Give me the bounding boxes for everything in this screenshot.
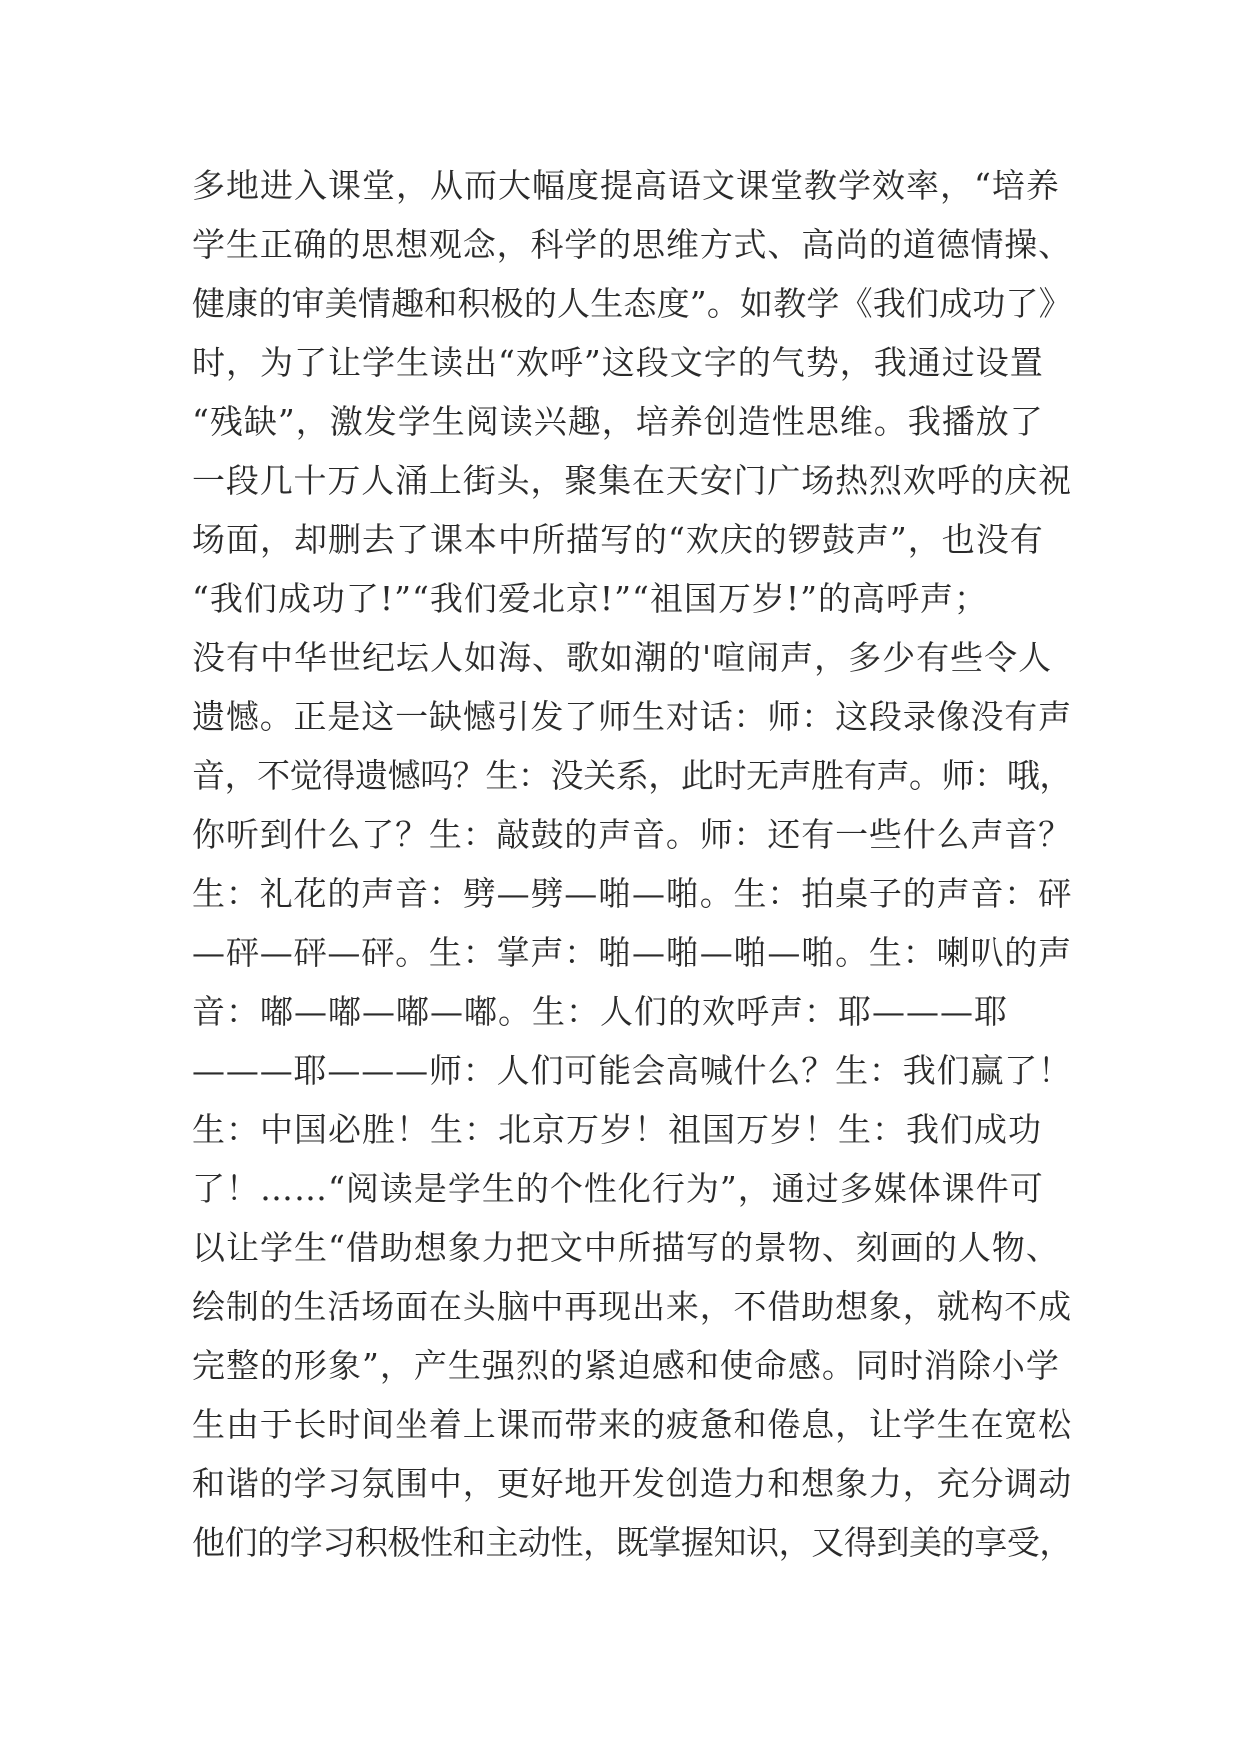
text-line-23: 和谐的学习氛围中，更好地开发创造力和想象力，充分调动 <box>192 1464 1072 1503</box>
body-paragraph <box>192 156 1072 1572</box>
text-line-16: ———耶———师：人们可能会高喊什么？生：我们赢了！ <box>192 1051 1072 1090</box>
text-line-4: 时，为了让学生读出“欢呼”这段文字的气势，我通过设置 <box>192 343 1044 382</box>
text-line-24: 他们的学习积极性和主动性，既掌握知识，又得到美的享受， <box>192 1523 1073 1562</box>
text-line-15: 音：嘟—嘟—嘟—嘟。生：人们的欢呼声：耶———耶 <box>192 992 1008 1031</box>
text-line-20: 绘制的生活场面在头脑中再现出来，不借助想象，就构不成 <box>192 1287 1072 1326</box>
text-line-17: 生：中国必胜！生：北京万岁！祖国万岁！生：我们成功 <box>192 1110 1042 1149</box>
text-line-8: “我们成功了!”“我们爱北京!”“祖国万岁!”的高呼声； <box>192 579 989 618</box>
text-line-1: 多地进入课堂，从而大幅度提高语文课堂教学效率，“培养 <box>192 166 1060 205</box>
text-line-3: 健康的审美情趣和积极的人生态度”。如教学《我们成功了》 <box>192 284 1072 323</box>
text-line-18: 了！……“阅读是学生的个性化行为”，通过多媒体课件可 <box>192 1169 1044 1208</box>
text-line-10: 遗憾。正是这一缺憾引发了师生对话：师：这段录像没有声 <box>192 697 1072 736</box>
text-line-9: 没有中华世纪坛人如海、歌如潮的'喧闹声，多少有些令人 <box>192 638 1053 677</box>
text-line-13: 生：礼花的声音：劈—劈—啪—啪。生：拍桌子的声音：砰 <box>192 874 1072 913</box>
text-line-19: 以让学生“借助想象力把文中所描写的景物、刻画的人物、 <box>192 1228 1060 1267</box>
text-line-12: 你听到什么了？生：敲鼓的声音。师：还有一些什么声音？ <box>192 815 1072 854</box>
text-line-5: “残缺”，激发学生阅读兴趣，培养创造性思维。我播放了 <box>192 402 1044 441</box>
text-line-2: 学生正确的思想观念，科学的思维方式、高尚的道德情操、 <box>192 225 1072 264</box>
text-line-14: —砰—砰—砰。生：掌声：啪—啪—啪—啪。生：喇叭的声 <box>192 933 1072 972</box>
text-line-21: 完整的形象”，产生强烈的紧迫感和使命感。同时消除小学 <box>192 1346 1060 1385</box>
text-line-22: 生由于长时间坐着上课而带来的疲惫和倦息，让学生在宽松 <box>192 1405 1072 1444</box>
text-line-7: 场面，却删去了课本中所描写的“欢庆的锣鼓声”，也没有 <box>192 520 1044 559</box>
text-line-6: 一段几十万人涌上街头，聚集在天安门广场热烈欢呼的庆祝 <box>192 461 1072 500</box>
text-line-11: 音，不觉得遗憾吗？生：没关系，此时无声胜有声。师：哦， <box>192 756 1073 795</box>
